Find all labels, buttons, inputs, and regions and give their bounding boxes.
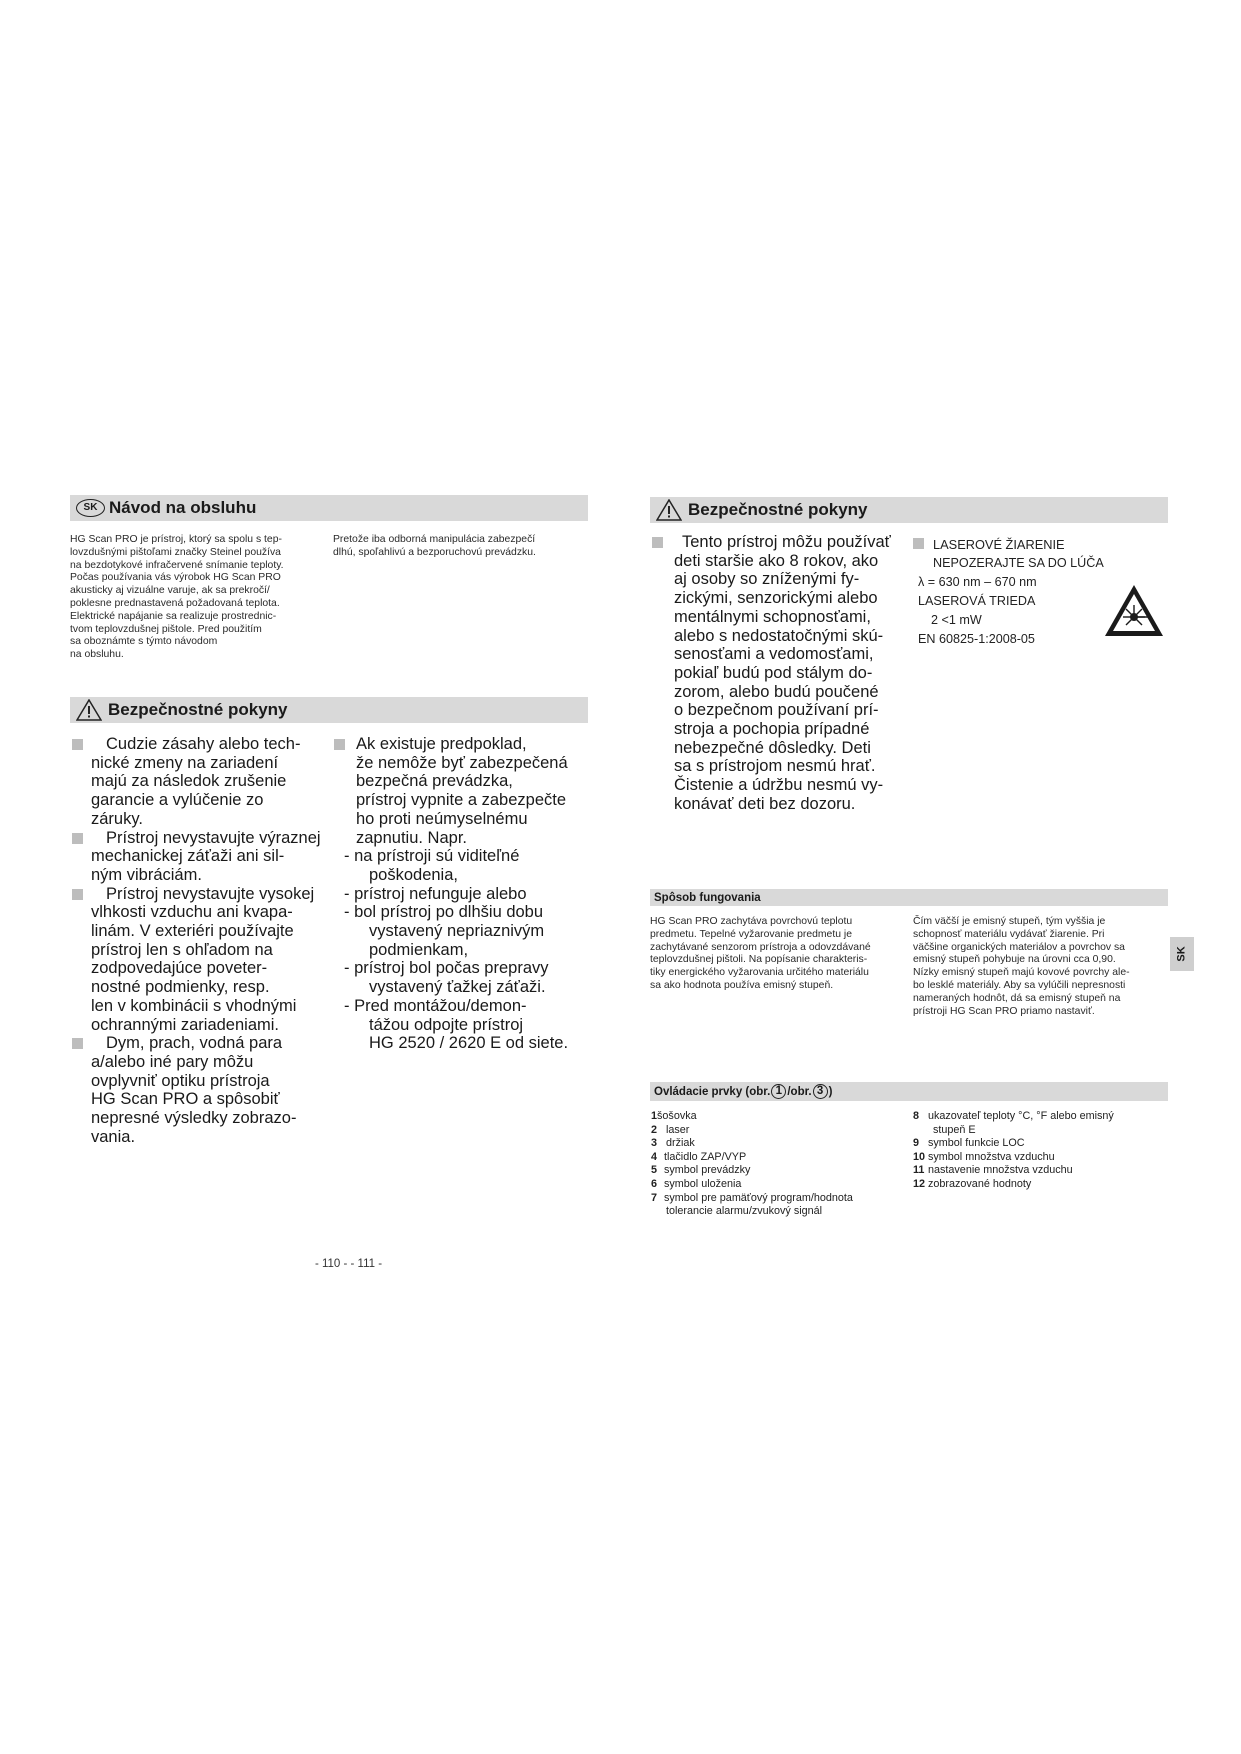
text-line: sa oboznámte s týmto návodom xyxy=(70,636,218,648)
text-line: ovplyvniť optiku prístroja xyxy=(91,1071,270,1090)
item-number: 4 xyxy=(651,1150,658,1163)
warning-icon xyxy=(656,499,682,521)
text-line: HG Scan PRO zachytáva povrchovú teplotu xyxy=(650,916,853,927)
list-item xyxy=(72,1034,342,1146)
dash-item xyxy=(334,903,594,959)
item-number: 6 xyxy=(651,1177,658,1190)
text-line: zodpovedajúce poveter- xyxy=(91,959,268,978)
dash-item xyxy=(334,997,594,1053)
list-item xyxy=(913,1151,1173,1165)
text-line: tvom teplovzdušnej pištole. Pred použitím xyxy=(70,623,262,635)
text-line: vystavený nepriaznivým xyxy=(369,922,545,941)
intro-text-continued xyxy=(333,534,583,560)
text-line: poškodenia, xyxy=(369,865,458,884)
language-badge: SK xyxy=(76,499,105,517)
figure-1-marker: 1 xyxy=(771,1084,786,1099)
item-number: 11 xyxy=(913,1164,925,1177)
item-text: stupeň E xyxy=(933,1123,976,1136)
item-text: šošovka xyxy=(657,1110,697,1122)
list-item xyxy=(651,1178,911,1192)
text-line: prístroji HG Scan PRO priamo nastaviť. xyxy=(913,1005,1095,1017)
item-number: 1 xyxy=(651,1110,658,1122)
text-line: emisný stupeň pohybuje na úrovni cca 0,90. xyxy=(913,954,1116,966)
item-number: 3 xyxy=(651,1137,658,1150)
text-line: a/alebo iné pary môžu xyxy=(91,1052,254,1071)
text-line: sa ako hodnota používa emisný stupeň. xyxy=(650,979,834,991)
text-line: podmienkam, xyxy=(369,940,469,959)
list-item xyxy=(913,1178,1173,1192)
text-line: vania. xyxy=(91,1127,136,1146)
item-number: 5 xyxy=(651,1164,658,1177)
text-line: zickými, senzorickými alebo xyxy=(674,589,878,608)
text-line: majú za následok zrušenie xyxy=(91,772,287,791)
warning-icon xyxy=(76,699,102,721)
text-line: nostné podmienky, resp. xyxy=(91,978,270,997)
text-line: väčšine organických materiálov a povrchov sa xyxy=(913,941,1125,953)
list-item xyxy=(72,829,342,885)
controls-list-left xyxy=(651,1110,911,1219)
list-item xyxy=(652,533,917,814)
section-header-safety xyxy=(70,697,588,723)
text-line: poklesne prednastavená požadovaná teplota. xyxy=(70,597,280,609)
text-line: len v kombinácii s vhodnými xyxy=(91,996,297,1015)
text-line: záruky. xyxy=(91,809,143,828)
function-text-continued xyxy=(913,916,1168,1018)
text-line: prístroj len s ohľadom na xyxy=(91,940,273,959)
text-line: HG Scan PRO je prístroj, ktorý sa spolu s tep- xyxy=(70,534,282,545)
text-line: Nízky emisný stupeň majú kovové povrchy ale- xyxy=(913,967,1130,979)
text-line: nameraných hodnôt, dá sa emisný stupeň na xyxy=(913,992,1121,1004)
laser-heading: LASEROVÉ ŽIARENIE xyxy=(933,537,1065,552)
item-text: tlačidlo ZAP/VYP xyxy=(664,1150,747,1163)
safety-list-right xyxy=(334,735,594,1053)
side-tab-label: SK xyxy=(1176,946,1188,962)
text-line: - Pred montážou/demon- xyxy=(344,996,527,1015)
text-line: linám. V exteriéri používajte xyxy=(91,922,294,941)
text-line: o bezpečnom používaní prí- xyxy=(674,701,879,720)
text-line: - prístroj nefunguje alebo xyxy=(344,884,527,903)
text-line: - na prístroji sú viditeľné xyxy=(344,847,520,866)
section-title: Návod na obsluhu xyxy=(109,498,257,517)
text-line: - prístroj bol počas prepravy xyxy=(344,959,549,978)
text-line: zorom, alebo budú poučené xyxy=(674,682,879,701)
page-numbers: - 110 - - 111 - xyxy=(314,1258,383,1270)
text-line: dlhú, spoľahlivú a bezporuchovú prevádzku. xyxy=(333,546,536,558)
text-line: ho proti neúmyselnému xyxy=(356,809,528,828)
item-number: 12 xyxy=(913,1177,926,1190)
bullet-square xyxy=(334,739,345,750)
figure-3-marker: 3 xyxy=(813,1084,828,1099)
text-line: Prístroj nevystavujte vysokej xyxy=(106,884,315,903)
list-item xyxy=(651,1164,911,1178)
item-text: symbol pre pamäťový program/hodnota xyxy=(664,1191,853,1204)
text-line: HG 2520 / 2620 E od siete. xyxy=(369,1034,569,1053)
controls-title-mid: /obr. xyxy=(787,1085,812,1098)
section-title: Bezpečnostné pokyny xyxy=(108,700,288,719)
text-line: ným vibráciám. xyxy=(91,865,202,884)
laser-wavelength: λ = 630 nm – 670 nm xyxy=(918,575,1037,589)
list-item xyxy=(334,735,594,847)
text-line: Tento prístroj môžu používať xyxy=(682,533,891,551)
text-line: akusticky aj vizuálne varuje, ak sa prekročí/ xyxy=(70,585,270,597)
text-line: alebo s nedostatočnými skú- xyxy=(674,626,884,645)
text-line: Prístroj nevystavujte výraznej xyxy=(106,828,321,847)
item-text: laser xyxy=(666,1123,690,1136)
item-number: 10 xyxy=(913,1150,926,1163)
text-line: ochrannými zariadeniami. xyxy=(91,1015,280,1034)
text-line: nebezpečné dôsledky. Deti xyxy=(674,738,871,757)
section-title: Spôsob fungovania xyxy=(654,891,761,904)
item-text: ukazovateľ teploty °C, °F alebo emisný xyxy=(928,1110,1114,1122)
text-line: HG Scan PRO a spôsobiť xyxy=(91,1090,280,1109)
text-line: mechanickej záťaži ani sil- xyxy=(91,847,285,866)
section-header-function xyxy=(650,889,1168,906)
intro-text xyxy=(70,534,320,662)
item-text: symbol množstva vzduchu xyxy=(928,1150,1055,1163)
text-line: garancie a vylúčenie zo xyxy=(91,791,264,810)
list-item xyxy=(72,885,342,1035)
bullet-square xyxy=(72,889,83,900)
text-line: bo lesklé materiály. Aby sa vylúčili nepresnosti xyxy=(913,979,1126,991)
text-line: zapnutiu. Napr. xyxy=(356,828,467,847)
controls-list-right xyxy=(913,1110,1173,1192)
text-line: pokiaľ budú pod stálym do- xyxy=(674,663,873,682)
text-line: nické zmeny na zariadení xyxy=(91,753,279,772)
list-item xyxy=(651,1192,911,1219)
text-line: nepresné výsledky zobrazo- xyxy=(91,1109,297,1128)
text-line: na bezdotykové infračervené snímanie teploty. xyxy=(70,559,284,571)
text-line: - bol prístroj po dlhšiu dobu xyxy=(344,903,544,922)
text-line: bezpečná prevádzka, xyxy=(356,772,513,791)
children-safety-text xyxy=(652,533,917,814)
safety-list-left xyxy=(72,735,342,1146)
list-item xyxy=(913,1110,1173,1137)
item-text: symbol uloženia xyxy=(664,1177,742,1190)
text-line: konávať deti bez dozoru. xyxy=(674,794,856,813)
text-line: tiky energického vyžarovania určitého materiálu xyxy=(650,967,869,979)
section-header-safety-right xyxy=(650,497,1168,523)
text-line: Ak existuje predpoklad, xyxy=(356,735,527,753)
text-line: Čím väčší je emisný stupeň, tým vyššia je xyxy=(913,916,1106,927)
item-text: zobrazované hodnoty xyxy=(928,1177,1032,1190)
text-line: Cudzie zásahy alebo tech- xyxy=(106,735,301,753)
text-line: teplovzdušnej pištoli. Na popísanie charakteris- xyxy=(650,954,868,966)
controls-title-prefix: Ovládacie prvky (obr. xyxy=(654,1085,771,1098)
section-title: Bezpečnostné pokyny xyxy=(688,500,868,519)
item-number: 7 xyxy=(651,1191,658,1204)
language-side-tab xyxy=(1170,937,1194,971)
item-number: 9 xyxy=(913,1137,920,1150)
laser-warning-text: NEPOZERAJTE SA DO LÚČA xyxy=(933,556,1104,570)
item-text: symbol prevádzky xyxy=(664,1164,751,1177)
item-text: tolerancie alarmu/zvukový signál xyxy=(666,1205,823,1218)
item-text: nastavenie množstva vzduchu xyxy=(928,1164,1073,1177)
function-text xyxy=(650,916,905,993)
text-line: vlhkosti vzduchu ani kvapa- xyxy=(91,903,293,922)
list-item xyxy=(651,1110,911,1124)
text-line: senosťami a vedomosťami, xyxy=(674,645,874,664)
controls-title-suffix: ) xyxy=(828,1085,833,1098)
text-line: na obsluhu. xyxy=(70,649,124,661)
laser-standard: EN 60825-1:2008-05 xyxy=(918,632,1035,646)
list-item xyxy=(651,1124,911,1138)
dash-item xyxy=(334,959,594,996)
dash-item xyxy=(334,847,594,884)
laser-hazard-icon xyxy=(1103,583,1165,639)
text-line: vystavený ťažkej záťaži. xyxy=(369,978,546,997)
text-line: schopnosť materiálu vydávať žiarenie. Pri xyxy=(913,928,1105,940)
bullet-square xyxy=(652,537,663,548)
list-item xyxy=(913,1137,1173,1151)
bullet-square xyxy=(72,739,83,750)
text-line: predmetu. Tepelné vyžarovanie predmetu je xyxy=(650,928,852,940)
text-line: že nemôže byť zabezpečená xyxy=(356,753,568,772)
text-line: mentálnymi schopnosťami, xyxy=(674,607,871,626)
text-line: Počas používania vás výrobok HG Scan PRO xyxy=(70,572,281,584)
bullet-square xyxy=(913,538,924,549)
list-item xyxy=(651,1137,911,1151)
list-item xyxy=(913,1164,1173,1178)
text-line: aj osoby so zníženými fy- xyxy=(674,570,860,589)
text-line: zachytávané senzorom prístroja a odovzdávané xyxy=(650,941,871,953)
text-line: Čistenie a údržbu nesmú vy- xyxy=(674,776,884,795)
text-line: Elektrické napájanie sa realizuje prostrednic- xyxy=(70,610,277,622)
section-header-controls xyxy=(650,1082,1168,1101)
text-line: deti staršie ako 8 rokov, ako xyxy=(674,551,879,570)
item-number: 2 xyxy=(651,1123,658,1136)
laser-power: 2 <1 mW xyxy=(931,613,982,627)
item-number: 8 xyxy=(913,1110,920,1122)
text-line: stroja a pochopia prípadné xyxy=(674,720,870,739)
list-item xyxy=(651,1151,911,1165)
text-line: Dym, prach, vodná para xyxy=(106,1034,283,1053)
bullet-square xyxy=(72,833,83,844)
dash-item xyxy=(334,885,594,904)
text-line: tážou odpojte prístroj xyxy=(369,1015,524,1034)
text-line: lovzdušnými pištoľami značky Steinel používa xyxy=(70,546,281,558)
text-line: Pretože iba odborná manipulácia zabezpečí xyxy=(333,534,536,545)
text-line: sa s prístrojom nesmú hrať. xyxy=(674,757,876,776)
laser-class-label: LASEROVÁ TRIEDA xyxy=(918,594,1036,608)
text-line: prístroj vypnite a zabezpečte xyxy=(356,791,567,810)
item-text: držiak xyxy=(666,1137,695,1150)
bullet-square xyxy=(72,1038,83,1049)
list-item xyxy=(72,735,342,829)
section-header-manual xyxy=(70,495,588,521)
item-text: symbol funkcie LOC xyxy=(928,1137,1025,1150)
